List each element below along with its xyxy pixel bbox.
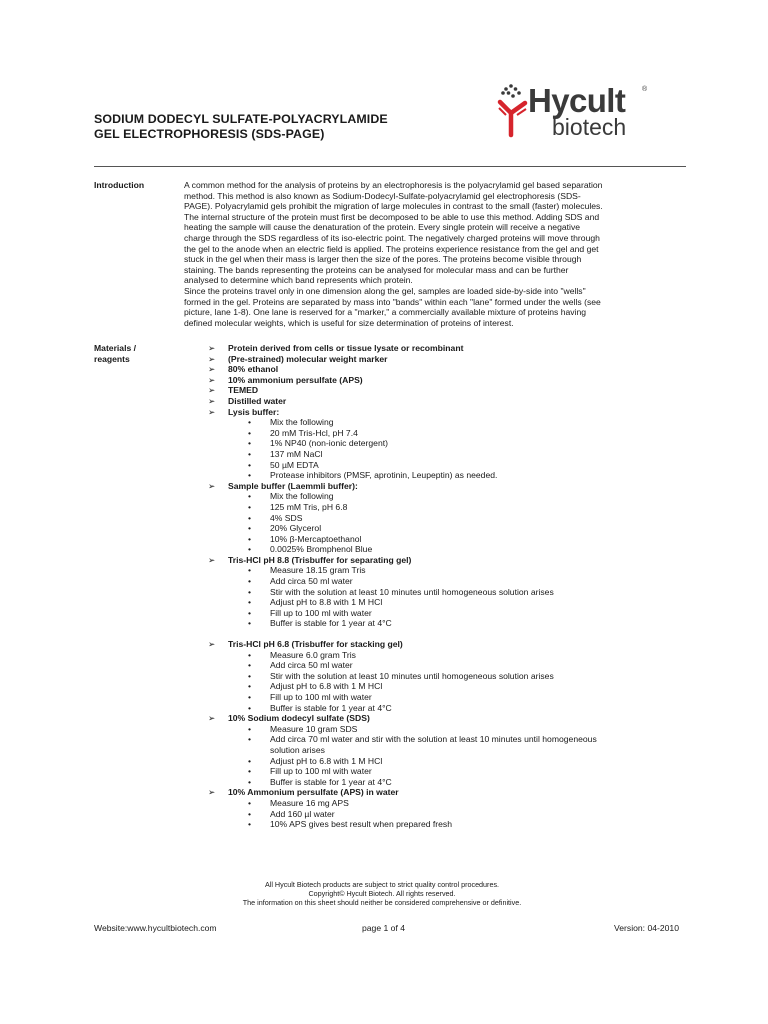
bullet-dot-icon: • — [248, 417, 252, 428]
arrow-bullet-icon: ➢ — [208, 395, 216, 406]
hycult-logo — [496, 82, 696, 152]
bullet-dot-icon: • — [248, 459, 252, 470]
material-sub-item — [208, 460, 688, 471]
material-sub-item — [208, 491, 688, 502]
material-item — [208, 396, 688, 407]
introduction-text — [184, 180, 689, 328]
material-item — [208, 639, 688, 650]
material-sub-item-text: Add 160 µl water — [270, 808, 335, 819]
material-sub-item-text: Buffer is stable for 1 year at 4°C — [270, 702, 392, 713]
bullet-dot-icon: • — [248, 512, 252, 523]
bullet-dot-icon: • — [248, 819, 252, 830]
material-sub-item — [208, 734, 688, 755]
intro-line: defined molecular weights, which is useful for size determination of proteins of interest. — [184, 317, 514, 328]
bullet-dot-icon: • — [248, 755, 252, 766]
bullet-dot-icon: • — [248, 723, 252, 734]
material-sub-item-text: 10% β-Mercaptoethanol — [270, 533, 362, 544]
material-sub-item — [208, 608, 688, 619]
bullet-dot-icon: • — [248, 491, 252, 502]
intro-line: charge through the SDS regardless of its iso-electric point. The negatively charged proteins will move through — [184, 232, 600, 243]
material-sub-item-text: Add circa 50 ml water — [270, 660, 353, 671]
material-sub-item — [208, 587, 688, 598]
material-sub-item — [208, 681, 688, 692]
materials-label-line-2: reagents — [94, 353, 130, 364]
material-sub-item-text: Buffer is stable for 1 year at 4°C — [270, 776, 392, 787]
material-sub-item — [208, 502, 688, 513]
material-sub-item — [208, 724, 688, 735]
material-sub-item-text: Adjust pH to 8.8 with 1 M HCl — [270, 597, 383, 608]
intro-line: heating the sample will cause the denaturation of the protein. Every single protein will receive a negative — [184, 222, 581, 233]
material-sub-item — [208, 513, 688, 524]
intro-line: the gel to the anode when an electric field is applied. The proteins experience resistance from the gel and get — [184, 243, 599, 254]
header-divider — [94, 166, 686, 167]
material-sub-item — [208, 819, 688, 830]
material-sub-item-text: Fill up to 100 ml with water — [270, 607, 372, 618]
material-sub-item — [208, 534, 688, 545]
material-item — [208, 375, 688, 386]
title-line-2: GEL ELECTROPHORESIS (SDS-PAGE) — [94, 127, 325, 141]
material-sub-item-text: 125 mM Tris, pH 6.8 — [270, 501, 348, 512]
material-sub-item-text: Fill up to 100 ml with water — [270, 692, 372, 702]
bullet-dot-icon: • — [248, 448, 252, 459]
material-item — [208, 713, 688, 724]
intro-line: formed in the gel. Proteins are separated by mass into "bands" within each "lane" formed under the wells (see — [184, 296, 601, 307]
material-sub-item — [208, 671, 688, 682]
bullet-dot-icon: • — [248, 776, 252, 787]
material-item-label: 80% ethanol — [228, 364, 279, 375]
bullet-dot-icon: • — [248, 797, 252, 808]
bullet-dot-icon: • — [248, 618, 252, 629]
material-sub-item-text: Stir with the solution at least 10 minutes until homogeneous solution arises — [270, 586, 554, 597]
intro-line: picture, lane 1-8). One lane is reserved for a "marker," a commercially available mixture of proteins having — [184, 307, 587, 318]
section-label-introduction: Introduction — [94, 180, 145, 190]
material-sub-item — [208, 523, 688, 534]
bullet-dot-icon: • — [248, 576, 252, 587]
material-sub-item-text: Fill up to 100 ml with water — [270, 766, 372, 777]
material-sub-item — [208, 618, 688, 629]
material-item — [208, 385, 688, 396]
material-sub-item-text: Adjust pH to 6.8 with 1 M HCl — [270, 755, 383, 766]
arrow-bullet-icon: ➢ — [208, 364, 216, 375]
arrow-bullet-icon: ➢ — [208, 639, 216, 650]
material-sub-item — [208, 438, 688, 449]
material-sub-item — [208, 703, 688, 714]
bullet-dot-icon: • — [248, 501, 252, 512]
material-item-label: Tris-HCl pH 6.8 (Trisbuffer for stacking gel) — [228, 639, 403, 650]
bullet-dot-icon: • — [248, 692, 252, 702]
intro-line: PAGE). Polyacrylamid gels prohibit the migration of large molecules in contrast to the small (faster) molecules. — [184, 201, 603, 212]
material-sub-item-text: Stir with the solution at least 10 minutes until homogeneous solution arises — [270, 670, 554, 681]
material-item — [208, 407, 688, 418]
material-item — [208, 354, 688, 365]
material-sub-item-text: 10% APS gives best result when prepared fresh — [270, 819, 453, 830]
arrow-bullet-icon: ➢ — [208, 713, 216, 724]
material-sub-item — [208, 798, 688, 809]
bullet-dot-icon: • — [248, 808, 252, 819]
material-sub-item — [208, 756, 688, 767]
arrow-bullet-icon: ➢ — [208, 406, 216, 417]
material-item — [208, 364, 688, 375]
logo-text-hycult: Hycult — [528, 82, 626, 119]
intro-line: method. This method is also known as Sodium-Dodecyl-Sulfate-polyacrylamid gel electrophoresis (SDS- — [184, 190, 581, 201]
intro-line: A common method for the analysis of proteins by an electrophoresis is the polyacrylamid gel based separation — [184, 180, 603, 190]
material-sub-item-text: Mix the following — [270, 491, 334, 502]
arrow-bullet-icon: ➢ — [208, 385, 216, 396]
material-item-label: 10% Sodium dodecyl sulfate (SDS) — [228, 713, 370, 724]
intro-line: analysed to determine which band represents which protein. — [184, 275, 413, 286]
material-sub-item-text: 0.0025% Bromphenol Blue — [270, 544, 373, 555]
material-sub-item-text: 137 mM NaCl — [270, 448, 323, 459]
disclaimer-line-2: Copyright© Hycult Biotech. All rights reserved. — [308, 889, 456, 899]
materials-list — [208, 343, 688, 830]
material-item — [208, 481, 688, 492]
material-item-label: Distilled water — [228, 395, 287, 406]
material-item-label: Tris-HCl pH 8.8 (Trisbuffer for separating gel) — [228, 554, 412, 565]
footer-website-link[interactable]: Website:www.hycultbiotech.com — [94, 923, 217, 933]
material-sub-item — [208, 650, 688, 661]
material-sub-item-text: 1% NP40 (non-ionic detergent) — [270, 438, 388, 449]
title-line-1: SODIUM DODECYL SULFATE-POLYACRYLAMIDE — [94, 112, 388, 126]
document-title — [94, 112, 494, 142]
material-sub-item — [208, 660, 688, 671]
material-sub-item — [208, 576, 688, 587]
material-sub-item-text: Measure 16 mg APS — [270, 797, 349, 808]
intro-line: The internal structure of the protein must first be decomposed to be able to use this method. Adding SDS and — [184, 211, 600, 222]
bullet-dot-icon: • — [248, 597, 252, 608]
material-item-label: Sample buffer (Laemmli buffer): — [228, 480, 358, 491]
material-sub-item-text: Adjust pH to 6.8 with 1 M HCl — [270, 681, 383, 692]
disclaimer-line-3: The information on this sheet should neither be considered comprehensive or definitive. — [242, 898, 522, 908]
intro-line: Since the proteins travel only in one dimension along the gel, samples are loaded side-by-side into "wells" — [184, 285, 586, 296]
antibody-logo-icon — [496, 82, 530, 146]
material-item-label: 10% Ammonium persulfate (APS) in water — [228, 787, 399, 798]
bullet-dot-icon: • — [248, 660, 252, 671]
bullet-dot-icon: • — [248, 586, 252, 597]
arrow-bullet-icon: ➢ — [208, 343, 216, 353]
bullet-dot-icon: • — [248, 438, 252, 449]
bullet-dot-icon: • — [248, 734, 252, 745]
bullet-dot-icon: • — [248, 533, 252, 544]
disclaimer-line-1: All Hycult Biotech products are subject to strict quality control procedures. — [264, 880, 500, 889]
material-sub-item — [208, 544, 688, 555]
bullet-dot-icon: • — [248, 565, 252, 576]
material-sub-item-text: 20 mM Tris-Hcl, pH 7.4 — [270, 427, 358, 438]
material-item-label: Protein derived from cells or tissue lysate or recombinant — [228, 343, 464, 353]
materials-label-line-1: Materials / — [94, 343, 137, 353]
material-sub-item — [208, 809, 688, 820]
footer-page-number: page 1 of 4 — [362, 923, 406, 933]
bullet-dot-icon: • — [248, 544, 252, 555]
disclaimer — [200, 880, 564, 908]
material-sub-item-text: Add circa 50 ml water — [270, 576, 353, 587]
material-sub-item — [208, 449, 688, 460]
material-sub-item-text: Measure 6.0 gram Tris — [270, 649, 356, 660]
arrow-bullet-icon: ➢ — [208, 374, 216, 385]
material-sub-item — [208, 470, 688, 481]
bullet-dot-icon: • — [248, 523, 252, 534]
material-sub-item — [208, 428, 688, 439]
material-sub-item-text: 4% SDS — [270, 512, 303, 523]
bullet-dot-icon: • — [248, 766, 252, 777]
material-sub-item — [208, 777, 688, 788]
arrow-bullet-icon: ➢ — [208, 480, 216, 491]
material-sub-item-text: Measure 18.15 gram Tris — [270, 565, 366, 576]
material-sub-item — [208, 692, 688, 703]
list-spacer — [208, 629, 688, 639]
material-item — [208, 555, 688, 566]
bullet-dot-icon: • — [248, 681, 252, 692]
material-item-label: Lysis buffer: — [228, 406, 280, 417]
material-sub-item-text: 50 µM EDTA — [270, 459, 319, 470]
arrow-bullet-icon: ➢ — [208, 554, 216, 565]
logo-text-biotech: biotech — [552, 114, 627, 140]
material-sub-item-text: Mix the following — [270, 417, 334, 428]
material-item — [208, 343, 688, 354]
material-sub-item-text: Measure 10 gram SDS — [270, 723, 358, 734]
material-sub-item — [208, 417, 688, 428]
material-sub-item — [208, 565, 688, 576]
material-sub-item-text: Protease inhibitors (PMSF, aprotinin, Leupeptin) as needed. — [270, 470, 498, 481]
bullet-dot-icon: • — [248, 649, 252, 660]
material-sub-item-text: Add circa 70 ml water and stir with the solution at least 10 minutes until homogeneous solution arises — [270, 734, 597, 755]
material-item-label: (Pre-strained) molecular weight marker — [228, 353, 388, 364]
intro-line: staining. The bands representing the proteins can be analysed for molecular mass and can be further — [184, 264, 569, 275]
bullet-dot-icon: • — [248, 607, 252, 618]
section-label-materials — [94, 343, 136, 364]
material-item-label: TEMED — [228, 385, 259, 396]
material-item — [208, 787, 688, 798]
material-sub-item — [208, 597, 688, 608]
bullet-dot-icon: • — [248, 702, 252, 713]
material-sub-item — [208, 766, 688, 777]
arrow-bullet-icon: ➢ — [208, 353, 216, 364]
bullet-dot-icon: • — [248, 427, 252, 438]
footer-version: Version: 04-2010 — [614, 923, 679, 933]
material-sub-item-text: 20% Glycerol — [270, 523, 322, 534]
material-sub-item-text: Buffer is stable for 1 year at 4°C — [270, 618, 392, 629]
bullet-dot-icon: • — [248, 470, 252, 481]
intro-line: stuck in the gel when their mass is larger then the size of the pores. The proteins become visible through — [184, 254, 582, 265]
arrow-bullet-icon: ➢ — [208, 787, 216, 798]
bullet-dot-icon: • — [248, 670, 252, 681]
material-item-label: 10% ammonium persulfate (APS) — [228, 374, 363, 385]
registered-mark: ® — [642, 86, 648, 93]
